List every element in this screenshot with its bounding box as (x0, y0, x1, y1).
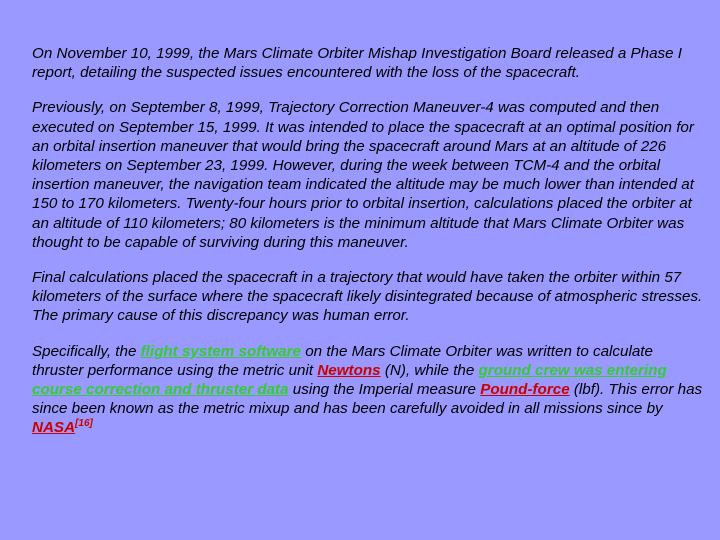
link-flight-system-software[interactable]: flight system software (140, 342, 301, 360)
link-pound-force[interactable]: Pound-force (480, 381, 570, 399)
paragraph-tcm4: Previously, on September 8, 1999, Trajectory Correction Maneuver-4 was computed and then executed on September 15, 1999. It was intended to place the spacecraft at an optimal position for an orbital insertion maneuver that would bring the spacecraft around Mars at an altitude of 226 kilometers on September 23, 1999. However, during the week between TCM-4 and the orbital insertion maneuver, the navigation team indicated the altitude may be much lower than intended at 150 to 170 kilometers. Twenty-four hours prior to orbital insertion, calculations placed the orbiter at an altitude of 110 kilometers; 80 kilometers is the minimum altitude that Mars Climate Orbiter was thought to be capable of surviving during this maneuver. (32, 99, 694, 251)
text-segment: using the Imperial measure (288, 381, 481, 399)
text-segment: Specifically, the (32, 342, 141, 360)
slide-text-body (32, 44, 704, 454)
paragraph-metric-mixup (32, 342, 704, 438)
paragraph-mishap-report: On November 10, 1999, the Mars Climate Orbiter Mishap Investigation Board released a Phase I report, detailing the suspected issues encountered with the loss of the spacecraft. (32, 45, 683, 82)
text-segment: (lbf). This error has since been known as the metric mixup and has been carefully avoided in all missions since by (32, 381, 703, 418)
footnote-reference[interactable]: [16] (75, 418, 93, 430)
link-newtons[interactable]: Newtons (317, 361, 381, 379)
link-nasa[interactable]: NASA (32, 419, 76, 437)
link-ground-crew[interactable]: ground crew was entering course correction and thruster data (32, 361, 667, 399)
text-segment: (N), while the (380, 361, 479, 379)
text-segment: on the Mars Climate Orbiter was written to calculate thruster performance using the metric unit (32, 342, 653, 379)
paragraph-final-calculations: Final calculations placed the spacecraft in a trajectory that would have taken the orbiter within 57 kilometers of the surface where the spacecraft likely disintegrated because of atmospheric stresses. The primary cause of this discrepancy was human error. (32, 269, 703, 325)
